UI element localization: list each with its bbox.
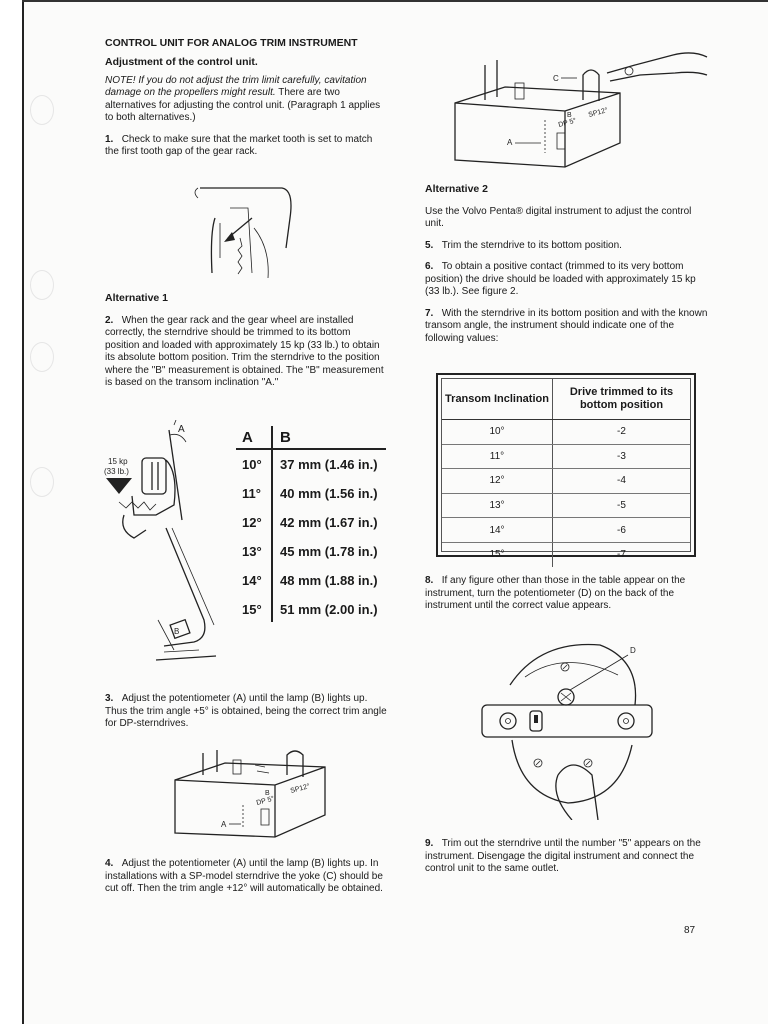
table-row [236, 595, 386, 624]
ab-cell-b: 51 mm (2.00 in.) [280, 602, 378, 617]
angle-a-label: A [178, 424, 185, 435]
table-row [442, 469, 690, 494]
transom-cell-inclination: 11° [442, 445, 553, 469]
ab-cell-b: 40 mm (1.56 in.) [280, 486, 378, 501]
ab-cell-a: 11° [242, 486, 261, 501]
step-1-number: 1. [105, 133, 114, 145]
ab-header-a: A [242, 428, 253, 446]
step-2-number: 2. [105, 314, 114, 326]
table-row [236, 479, 386, 508]
binder-margin [0, 0, 22, 1024]
ab-cell-a: 15° [242, 602, 262, 617]
transom-cell-inclination: 15° [442, 543, 553, 567]
transom-table-header [442, 379, 690, 420]
step-7-text: With the sterndrive in its bottom position and with the known transom angle, the instrument should indicate one of the following values: [425, 307, 708, 344]
punch-hole [30, 270, 54, 300]
ab-cell-b: 42 mm (1.67 in.) [280, 515, 378, 530]
step-4 [105, 858, 387, 896]
intro-section [105, 37, 387, 159]
transom-cell-value: -4 [617, 475, 626, 487]
control-unit-cutter-illustration [445, 45, 710, 170]
ab-cell-b: 45 mm (1.78 in.) [280, 544, 378, 559]
alternative-1-section [105, 292, 387, 390]
transom-cell-inclination: 14° [442, 518, 553, 542]
dp5-marking-2: DP 5° [557, 117, 578, 129]
ab-cell-a: 13° [242, 544, 262, 559]
ab-header-b: B [280, 428, 291, 446]
step-6-text: To obtain a positive contact (trimmed to its very bottom position) the drive should be loaded with approximately 15 kp (33 lb.). See figure 2. [425, 261, 696, 297]
step-4-text: Adjust the potentiometer (A) until the lamp (B) lights up. In installations with a SP-model sterndrive the yoke (C) should be cut off. Then the trim angle +12° will automatically be obtained. [105, 858, 383, 894]
step-3-text: Adjust the potentiometer (A) until the lamp (B) lights up. Thus the trim angle +5° is obtained, being the correct trim angle for DP-sterndrives. [105, 693, 387, 729]
step-7 [425, 308, 710, 346]
note-warning: NOTE! If you do not adjust the trim limit carefully, cavitation damage on the propellers might result. [105, 74, 367, 98]
step-4-section [105, 858, 387, 896]
table-row [442, 420, 690, 445]
step-8-text: If any figure other than those in the table appear on the instrument, turn the potentiometer (D) on the back of the instrument until the correct value appears. [425, 575, 686, 611]
step-9 [425, 838, 710, 876]
punch-hole [30, 467, 54, 497]
transom-header-inclination: Transom Inclination [442, 379, 553, 419]
sp12-marking: SP12° [289, 783, 311, 795]
ab-cell-b: 48 mm (1.88 in.) [280, 573, 378, 588]
page-edge-line [22, 0, 24, 1024]
ab-cell-b: 37 mm (1.46 in.) [280, 457, 378, 472]
step-1 [105, 134, 387, 159]
lamp-b-label-2: B [567, 112, 572, 119]
alternative-2-section [425, 183, 710, 345]
table-row [236, 508, 386, 537]
transom-cell-value: -5 [617, 500, 626, 512]
alternative-2-intro: Use the Volvo Penta® digital instrument to adjust the control unit. [425, 205, 692, 229]
dp5-marking: DP 5° [255, 795, 276, 807]
table-row [236, 537, 386, 566]
table-row [442, 518, 690, 543]
step-5 [425, 240, 710, 253]
step-6 [425, 261, 710, 299]
ab-cell-a: 10° [242, 457, 262, 472]
load-lb-label: (33 lb.) [104, 467, 129, 476]
transom-cell-value: -6 [617, 524, 626, 536]
pot-a-label: A [221, 820, 227, 829]
table-row [236, 450, 386, 479]
load-kp-label: 15 kp [108, 457, 128, 466]
page-top-line [22, 0, 768, 2]
section-subtitle: Adjustment of the control unit. [105, 56, 258, 68]
alternative-2-heading: Alternative 2 [425, 183, 489, 195]
step-8-number: 8. [425, 575, 434, 586]
pot-a-label-2: A [507, 138, 513, 147]
alternative-1-heading: Alternative 1 [105, 292, 169, 304]
gear-rack-illustration [190, 178, 310, 288]
sterndrive-angle-illustration [104, 420, 234, 670]
table-row [442, 445, 690, 470]
ab-measurement-table [236, 424, 386, 624]
transom-cell-value: -3 [617, 450, 626, 462]
step-8 [425, 575, 710, 613]
transom-cell-inclination: 10° [442, 420, 553, 444]
step-5-text: Trim the sterndrive to its bottom position. [441, 239, 622, 251]
transom-cell-inclination: 12° [442, 469, 553, 493]
transom-cell-inclination: 13° [442, 494, 553, 518]
transom-header-drive: Drive trimmed to its bottom position [569, 386, 674, 411]
transom-cell-value: -2 [617, 426, 626, 438]
step-2 [105, 315, 387, 390]
step-7-number: 7. [425, 307, 434, 319]
step-9-text: Trim out the sterndrive until the number "5" appears on the instrument. Disengage the digital instrument and connect the control unit to the same outlet. [425, 838, 701, 874]
step-8-section [425, 575, 710, 613]
ab-cell-a: 14° [242, 573, 262, 588]
ab-table-header [236, 424, 386, 450]
sp12-marking-2: SP12° [587, 107, 609, 119]
punch-hole [30, 342, 54, 372]
step-5-number: 5. [425, 239, 434, 251]
transom-inclination-table [436, 373, 696, 561]
lamp-b-label: B [265, 790, 270, 797]
table-row [236, 566, 386, 595]
step-9-number: 9. [425, 838, 434, 849]
transom-cell-value: -7 [617, 549, 626, 561]
step-4-number: 4. [105, 858, 114, 869]
step-9-section [425, 838, 710, 876]
meas-b-label: B [174, 627, 180, 636]
ab-cell-a: 12° [242, 515, 262, 530]
transom-table-inner [441, 378, 691, 561]
pot-d-label: D [630, 646, 636, 655]
step-6-number: 6. [425, 261, 434, 272]
control-unit-illustration-1 [165, 745, 345, 845]
step-3-number: 3. [105, 693, 114, 704]
ab-table-vertical-rule [271, 426, 273, 622]
yoke-c-label: C [553, 74, 559, 83]
table-row [442, 494, 690, 519]
step-3-section [105, 693, 387, 731]
page-title: CONTROL UNIT FOR ANALOG TRIM INSTRUMENT [105, 37, 358, 49]
step-2-text: When the gear rack and the gear wheel are installed correctly, the sterndrive should be trimmed to its bottom position and loaded with approximately 15 kp (33 lb.) to obtain its absolute bottom position. Trim the sterndrive to the position where the "B" measurement is obtained. The "B" measurement is based on the transom inclination "A." [105, 314, 384, 388]
page-number: 87 [684, 925, 696, 936]
note-rest: There are two alternatives for adjusting the control unit. (Paragraph 1 applies to both alternatives.) [105, 87, 381, 123]
step-1-text: Check to make sure that the market tooth is set to match the first tooth gap of the gear rack. [105, 133, 373, 157]
step-3 [105, 693, 387, 731]
note-paragraph [105, 75, 387, 125]
punch-hole [30, 95, 54, 125]
table-row [442, 543, 690, 567]
ab-table-header-rule [236, 448, 386, 450]
digital-instrument-back-illustration [480, 635, 655, 820]
